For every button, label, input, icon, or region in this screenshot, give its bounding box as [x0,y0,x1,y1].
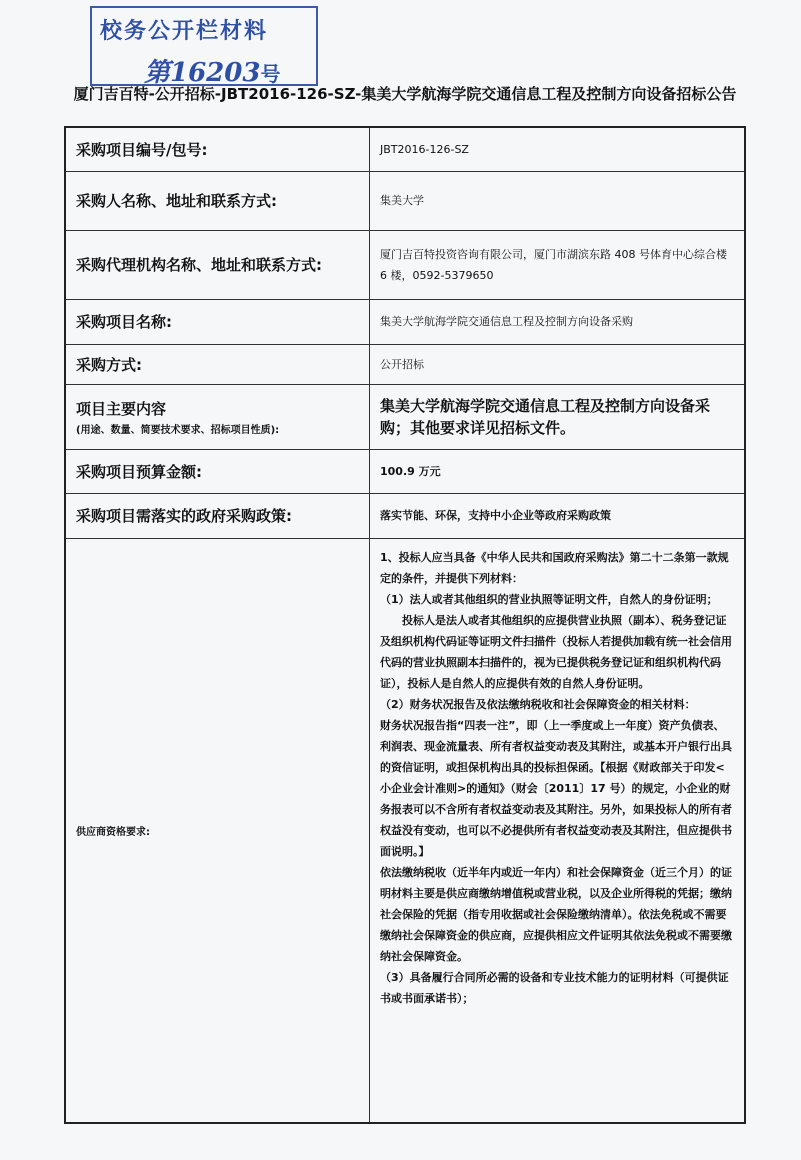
qualification-paragraph: 财务状况报告指“四表一注”，即（上一季度或上一年度）资产负债表、利润表、现金流量表、所有者权益变动表及其附注，或基本开户银行出具的资信证明，或担保机构出具的投标担保函。【根据《财政部关于印发<小企业会计准则>的通知》（财会〔2011〕17 号）的规定，小企业的财务报表可以不含所有者权益变动表及其附注。另外，如果投标人的所有者权益没有变动，也可以不必提供所有者权益变动表及其附注，但应提供书面说明。】 [380,718,732,858]
project-name-label: 采购项目名称: [65,299,370,344]
school-affairs-stamp [90,6,318,86]
method-value: 公开招标 [370,344,746,384]
project-no-label: 采购项目编号/包号: [65,127,370,171]
table-row [65,299,745,344]
content-label: 项目主要内容 [76,399,167,418]
project-name-value: 集美大学航海学院交通信息工程及控制方向设备采购 [370,299,746,344]
policy-label: 采购项目需落实的政府采购政策: [65,493,370,538]
table-row [65,384,745,449]
table-row [65,493,745,538]
purchaser-value: 集美大学 [370,171,746,230]
qualification-paragraph: （1）法人或者其他组织的营业执照等证明文件，自然人的身份证明； [380,592,718,606]
stamp-suffix: 号 [260,62,281,86]
content-value: 集美大学航海学院交通信息工程及控制方向设备采购；其他要求详见招标文件。 [370,384,746,449]
agency-value: 厦门吉百特投资咨询有限公司，厦门市湖滨东路 408 号体育中心综合楼 6 楼，0592-5379650 [370,230,746,299]
table-row [65,344,745,384]
purchaser-label: 采购人名称、地址和联系方式: [65,171,370,230]
content-sublabel: (用途、数量、简要技术要求、招标项目性质): [76,424,280,436]
table-row [65,230,745,299]
qualification-paragraph: 1、投标人应当具备《中华人民共和国政府采购法》第二十二条第一款规定的条件，并提供下列材料： [380,550,729,585]
project-no-value: JBT2016-126-SZ [370,127,746,171]
content-label-cell [65,384,370,449]
method-label: 采购方式: [65,344,370,384]
policy-value: 落实节能、环保，支持中小企业等政府采购政策 [370,493,746,538]
table-row [65,171,745,230]
announcement-table [64,126,746,1124]
budget-value: 100.9 万元 [370,449,746,493]
table-row [65,449,745,493]
table-row [65,538,745,1123]
qualification-paragraph: （3）具备履行合同所必需的设备和专业技术能力的证明材料（可提供证书或书面承诺书）； [380,970,729,1005]
budget-label: 采购项目预算金额: [65,449,370,493]
qualification-paragraph: 投标人是法人或者其他组织的应提供营业执照（副本）、税务登记证及组织机构代码证等证明文件扫描件（投标人若提供加载有统一社会信用代码的营业执照副本扫描件的，视为已提供税务登记证和组织机构代码证），投标人是自然人的应提供有效的自然人身份证明。 [380,613,732,690]
qualification-value [370,538,746,1123]
agency-label: 采购代理机构名称、地址和联系方式: [65,230,370,299]
stamp-number: 第16203 [144,58,261,88]
qualification-paragraph: 依法缴纳税收（近半年内或近一年内）和社会保障资金（近三个月）的证明材料主要是供应商缴纳增值税或营业税，以及企业所得税的凭据；缴纳社会保险的凭据（指专用收据或社会保险缴纳清单）。依法免税或不需要缴纳社会保障资金的供应商，应提供相应文件证明其依法免税或不需要缴纳社会保障资金。 [380,865,732,963]
qualification-label: 供应商资格要求: [65,538,370,1123]
table-row [65,127,745,171]
stamp-line1: 校务公开栏材料 [100,18,269,44]
qualification-paragraph: （2）财务状况报告及依法缴纳税收和社会保障资金的相关材料： [380,697,696,711]
document-title: 厦门吉百特-公开招标-JBT2016-126-SZ-集美大学航海学院交通信息工程及控制方向设备招标公告 [73,85,737,103]
